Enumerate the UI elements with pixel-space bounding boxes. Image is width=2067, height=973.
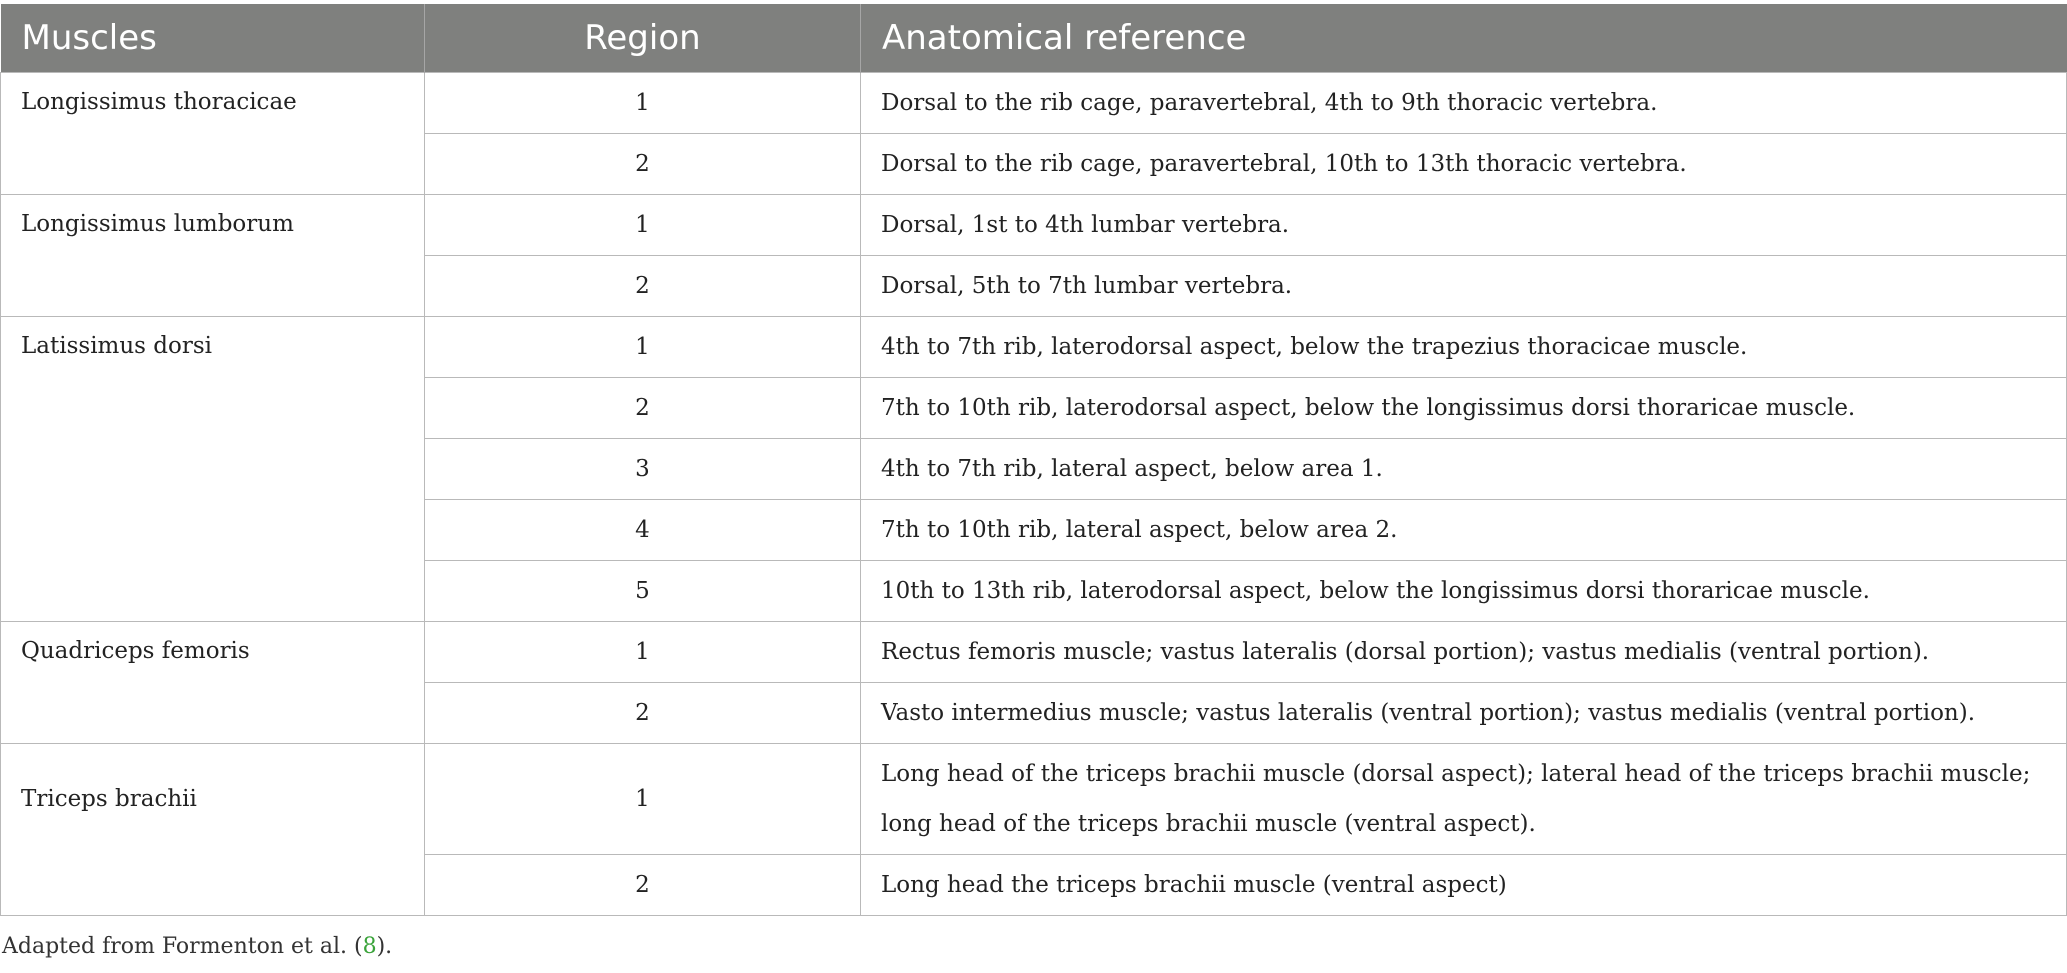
- reference-cell: Long head the triceps brachii muscle (ventral aspect): [861, 854, 2067, 915]
- region-cell: 2: [425, 255, 861, 316]
- reference-cell: Dorsal to the rib cage, paravertebral, 10th to 13th thoracic vertebra.: [861, 133, 2067, 194]
- muscle-name-cell: Latissimus dorsi: [1, 316, 425, 621]
- table-header-row: [1, 4, 2067, 72]
- region-cell: 1: [425, 72, 861, 133]
- table-row: [1, 316, 2067, 377]
- reference-cell: Long head of the triceps brachii muscle (dorsal aspect); lateral head of the triceps brachii muscle; long head of the triceps brachii muscle (ventral aspect).: [861, 743, 2067, 854]
- muscle-regions-table: [0, 4, 2067, 916]
- muscle-name-cell: Longissimus thoracicae: [1, 72, 425, 194]
- region-cell: 2: [425, 682, 861, 743]
- reference-cell: 7th to 10th rib, laterodorsal aspect, below the longissimus dorsi thoraricae muscle.: [861, 377, 2067, 438]
- footnote-text: Adapted from Formenton et al. (: [2, 934, 363, 959]
- table-row: [1, 621, 2067, 682]
- muscle-name-cell: Quadriceps femoris: [1, 621, 425, 743]
- muscle-name-cell: Triceps brachii: [1, 743, 425, 915]
- reference-cell: 10th to 13th rib, laterodorsal aspect, below the longissimus dorsi thoraricae muscle.: [861, 560, 2067, 621]
- table-row: [1, 72, 2067, 133]
- region-cell: 3: [425, 438, 861, 499]
- header-region: Region: [425, 4, 861, 72]
- reference-cell: 7th to 10th rib, lateral aspect, below area 2.: [861, 499, 2067, 560]
- region-cell: 5: [425, 560, 861, 621]
- reference-cell: Dorsal, 1st to 4th lumbar vertebra.: [861, 194, 2067, 255]
- region-cell: 1: [425, 743, 861, 854]
- region-cell: 1: [425, 316, 861, 377]
- reference-cell: 4th to 7th rib, lateral aspect, below area 1.: [861, 438, 2067, 499]
- header-muscles: Muscles: [21, 17, 157, 58]
- region-cell: 2: [425, 854, 861, 915]
- region-cell: 2: [425, 377, 861, 438]
- table-row: [1, 743, 2067, 854]
- muscle-name-cell: Longissimus lumborum: [1, 194, 425, 316]
- reference-cell: Dorsal, 5th to 7th lumbar vertebra.: [861, 255, 2067, 316]
- header-anatomical-reference: Anatomical reference: [861, 4, 2067, 72]
- reference-cell: Dorsal to the rib cage, paravertebral, 4th to 9th thoracic vertebra.: [861, 72, 2067, 133]
- footnote-text-end: ).: [376, 934, 393, 959]
- reference-cell: 4th to 7th rib, laterodorsal aspect, below the trapezius thoracicae muscle.: [861, 316, 2067, 377]
- region-cell: 4: [425, 499, 861, 560]
- citation-link[interactable]: 8: [362, 934, 377, 959]
- region-cell: 1: [425, 194, 861, 255]
- reference-cell: Rectus femoris muscle; vastus lateralis (dorsal portion); vastus medialis (ventral portion).: [861, 621, 2067, 682]
- reference-cell: Vasto intermedius muscle; vastus lateralis (ventral portion); vastus medialis (ventral portion).: [861, 682, 2067, 743]
- table-footnote: [2, 934, 392, 959]
- table-row: [1, 194, 2067, 255]
- region-cell: 1: [425, 621, 861, 682]
- region-cell: 2: [425, 133, 861, 194]
